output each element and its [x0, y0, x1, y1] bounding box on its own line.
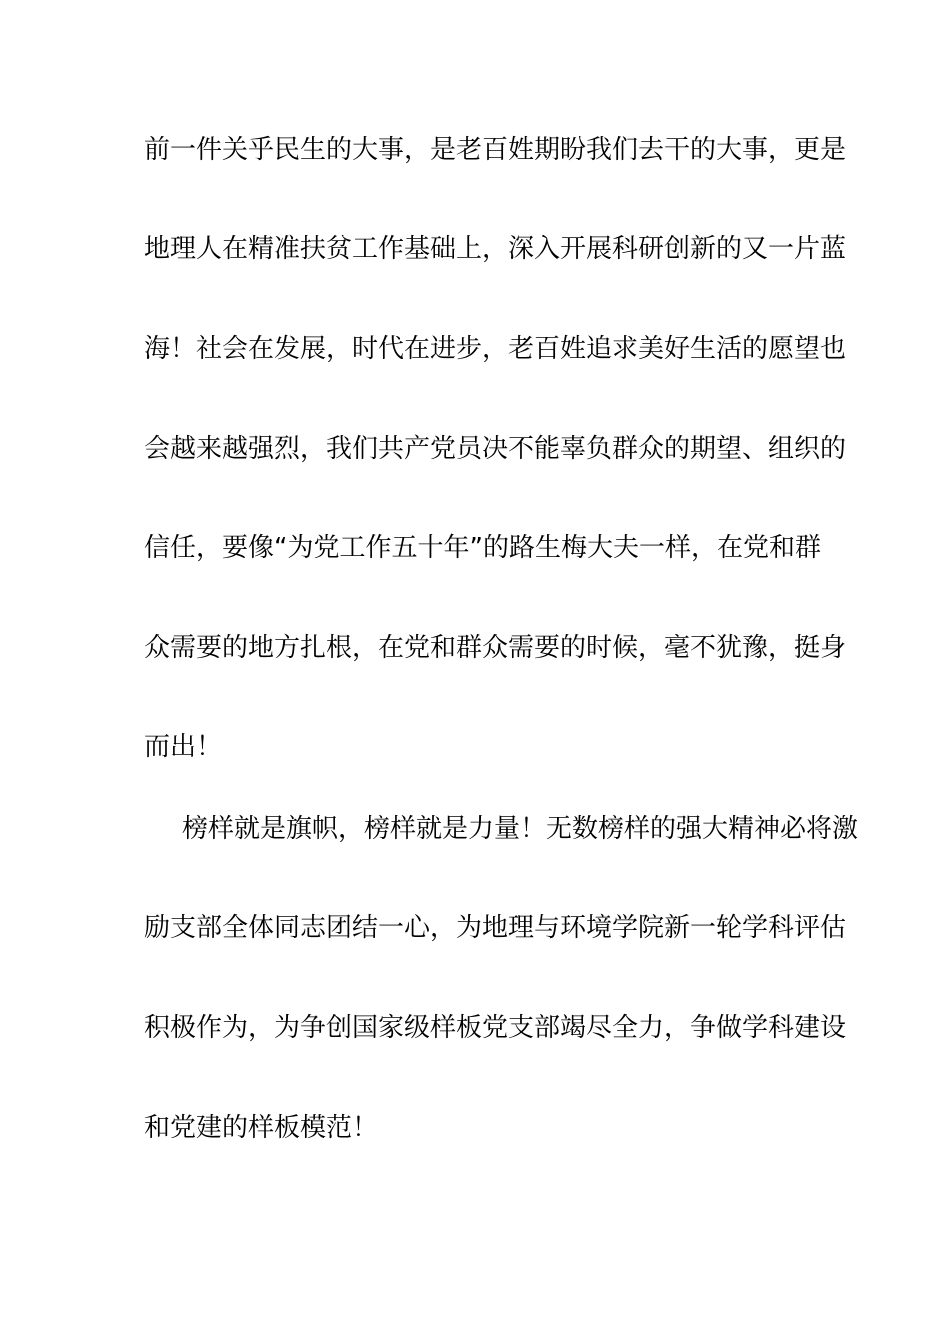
paragraph-1-line-5: 信任，要像“为党工作五十年”的路生梅大夫一样，在党和群 — [144, 533, 821, 563]
paragraph-1-line-7: 而出！ — [144, 732, 223, 762]
paragraph-2-line-4: 和党建的样板模范！ — [144, 1113, 379, 1143]
paragraph-2-line-1: 榜样就是旗帜，榜样就是力量！无数榜样的强大精神必将激 — [182, 814, 859, 844]
paragraph-1-line-2: 地理人在精准扶贫工作基础上，深入开展科研创新的又一片蓝 — [144, 234, 847, 264]
paragraph-1-line-4: 会越来越强烈，我们共产党员决不能辜负群众的期望、组织的 — [144, 434, 847, 464]
paragraph-1-line-1: 前一件关乎民生的大事，是老百姓期盼我们去干的大事，更是 — [144, 135, 847, 165]
paragraph-2-line-2: 励支部全体同志团结一心，为地理与环境学院新一轮学科评估 — [144, 913, 847, 943]
paragraph-2-line-3: 积极作为，为争创国家级样板党支部竭尽全力，争做学科建设 — [144, 1013, 847, 1043]
paragraph-1-line-6: 众需要的地方扎根，在党和群众需要的时候，毫不犹豫，挺身 — [144, 633, 847, 663]
paragraph-1-line-3: 海！社会在发展，时代在进步，老百姓追求美好生活的愿望也 — [144, 334, 847, 364]
